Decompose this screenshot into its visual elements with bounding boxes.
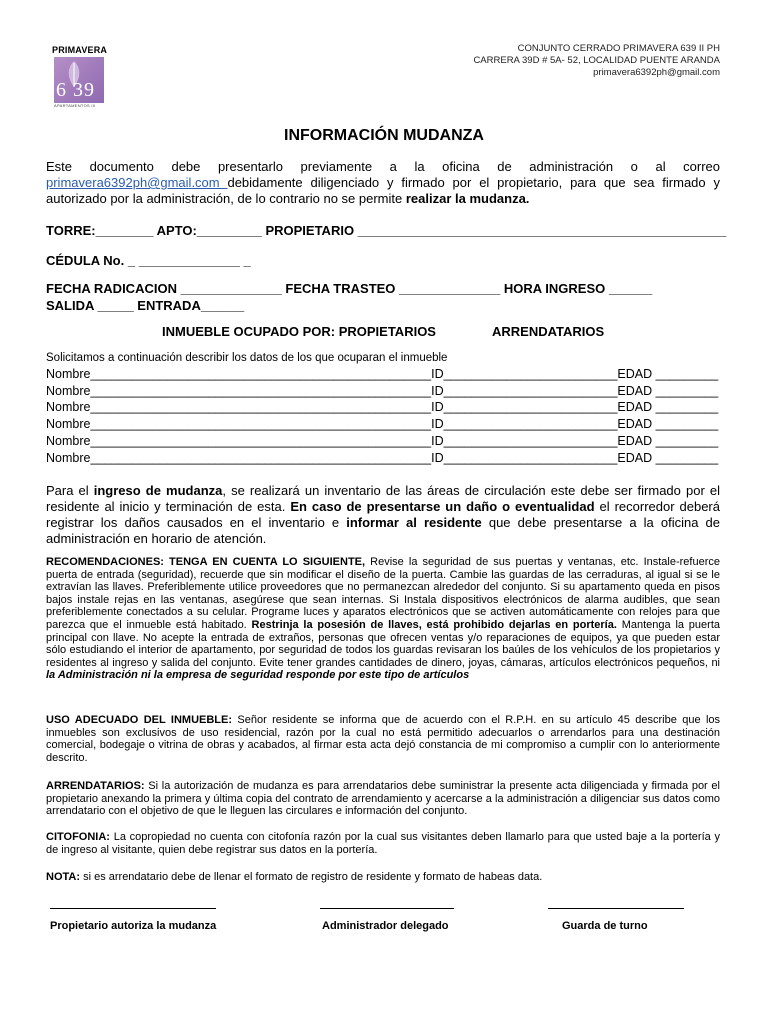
- logo-wordmark: PRIMAVERA: [52, 45, 108, 55]
- signature-label-admin: Administrador delegado: [322, 920, 449, 932]
- list-item[interactable]: Nombre_________________________________________________ID_________________________EDAD _________: [46, 417, 719, 432]
- intro-text-1: Este documento debe presentarlo previamente a la oficina de administración o al correo: [46, 159, 720, 174]
- field-cedula[interactable]: CÉDULA No. _ ______________ _: [46, 253, 251, 268]
- logo-number: 6 39: [56, 79, 95, 101]
- signature-line-admin[interactable]: [320, 908, 454, 909]
- list-item[interactable]: Nombre_________________________________________________ID_________________________EDAD _________: [46, 450, 719, 465]
- signature-line-owner[interactable]: [50, 908, 216, 909]
- tenants-section: ARRENDATARIOS: Si la autorización de mudanza es para arrendatarios debe suministrar la presente acta diligenciada y firmada por el propietario anexando la primera y última copia del contrato de arrendamiento y acercarse a la administración a diligenciar sus datos como arrendatario con el objetivo de que le lleguen las circulares e información del conjunto.: [46, 780, 720, 818]
- document-title: INFORMACIÓN MUDANZA: [284, 127, 484, 144]
- signature-line-guard[interactable]: [548, 908, 684, 909]
- signature-label-guard: Guarda de turno: [562, 920, 648, 932]
- header-address-1: CONJUNTO CERRADO PRIMAVERA 639 II PH: [517, 43, 720, 54]
- list-item[interactable]: Nombre_________________________________________________ID_________________________EDAD _________: [46, 433, 719, 448]
- signature-label-owner: Propietario autoriza la mudanza: [50, 920, 217, 932]
- usage-section: USO ADECUADO DEL INMUEBLE: Señor residente se informa que de acuerdo con el R.P.H. en su artículo 45 describe que los inmuebles son exclusivos de uso residencial, razón por la cual no está permitido adecuarlos o arrendarlos para una destinación comercial, bodegaje o vitrina de obras y acabados, al firmar esta acta dejó constancia de mi compromiso a cumplir con lo anteriormente descrito.: [46, 714, 721, 764]
- email-link[interactable]: primavera6392ph@gmail.com: [46, 175, 228, 190]
- field-torre-apto-propietario[interactable]: TORRE:________ APTO:_________ PROPIETARIO ___________________________________________________: [46, 223, 727, 238]
- intro-paragraph: [46, 159, 720, 207]
- header-email: primavera6392ph@gmail.com: [593, 67, 720, 78]
- occupants-request: Solicitamos a continuación describir los datos de los que ocuparan el inmueble: [46, 352, 448, 364]
- field-salida-entrada[interactable]: SALIDA _____ ENTRADA______: [46, 298, 245, 313]
- list-item[interactable]: Nombre_________________________________________________ID_________________________EDAD _________: [46, 400, 719, 415]
- note-section: NOTA: si es arrendatario debe de llenar el formato de registro de residente y formato de habeas data.: [46, 871, 543, 883]
- intro-text-bold: realizar la mudanza.: [405, 191, 530, 206]
- inventory-paragraph: Para el ingreso de mudanza, se realizará un inventario de las áreas de circulación este debe ser firmado por el residente al inicio y terminación de esta. En caso de presentarse un daño o eventualidad el recorredor deberá registrar los daños causados en el inventario e informar al residente que debe presentarse a la oficina de administración en horario de atención.: [46, 483, 720, 546]
- header-address-2: CARRERA 39D # 5A- 52, LOCALIDAD PUENTE ARANDA: [473, 55, 720, 66]
- intercom-section: CITOFONIA: La copropiedad no cuenta con citofonía razón por la cual sus visitantes deben llamarlo para que usted baje a la portería y de ingreso al visitante, quien debe registrar sus datos en la portería.: [46, 831, 720, 856]
- intro-text-2: debidamente diligenciado y firmado por el propietario, para que sea firmado y autorizado por la administración, de lo contrario no se permite: [46, 175, 720, 206]
- field-fechas-hora[interactable]: FECHA RADICACION ______________ FECHA TRASTEO ______________ HORA INGRESO ______: [46, 281, 653, 296]
- list-item[interactable]: Nombre_________________________________________________ID_________________________EDAD _________: [46, 367, 719, 381]
- list-item[interactable]: Nombre_________________________________________________ID_________________________EDAD _________: [46, 383, 719, 398]
- logo-subtitle: APARTAMENTOS III: [54, 103, 96, 108]
- occupancy-label: INMUEBLE OCUPADO POR: PROPIETARIOS: [162, 324, 436, 339]
- occupancy-tenants[interactable]: ARRENDATARIOS: [492, 324, 605, 339]
- recommendations-section: RECOMENDACIONES: TENGA EN CUENTA LO SIGUIENTE, Revise la seguridad de sus puertas y ventanas, etc. Instale-refuerce puerta de entrada (seguridad), recuerde que sin modificar el diseño de la puerta. Cambie las guardas de las cerraduras, al igual si se le extravían las llaves. Preferiblemente utilice proveedores que no permanezcan alrededor del conjunto. Si su apartamento queda en pisos bajos instale rejas en las ventanas, asegúrese que sean internas. Si Instala dispositivos electrónicos de alarma audibles, que sean preferiblemente conectados a su celular. Programe luces y aparatos electrónicos que se activen automáticamente con relojes para que parezca que el inmueble está habitado. Restrinja la posesión de llaves, está prohibido dejarlas en portería. Mantenga la puerta principal con llave. No acepte la entrada de extraños, personas que ofrecen ventas y/o reparaciones de equipos, ya que pueden estar sólo estudiando el interior de apartamento, por seguridad de todos los guardas revisaran los baúles de los vehículos de los propietarios y residentes al ingreso y salida del conjunto. Evite tener grandes cantidades de dinero, joyas, cámaras, artículos electrónicos pequeños, ni la Administración ni la empresa de seguridad responde por este tipo de artículos: [46, 556, 720, 682]
- occupants-list: [46, 366, 726, 466]
